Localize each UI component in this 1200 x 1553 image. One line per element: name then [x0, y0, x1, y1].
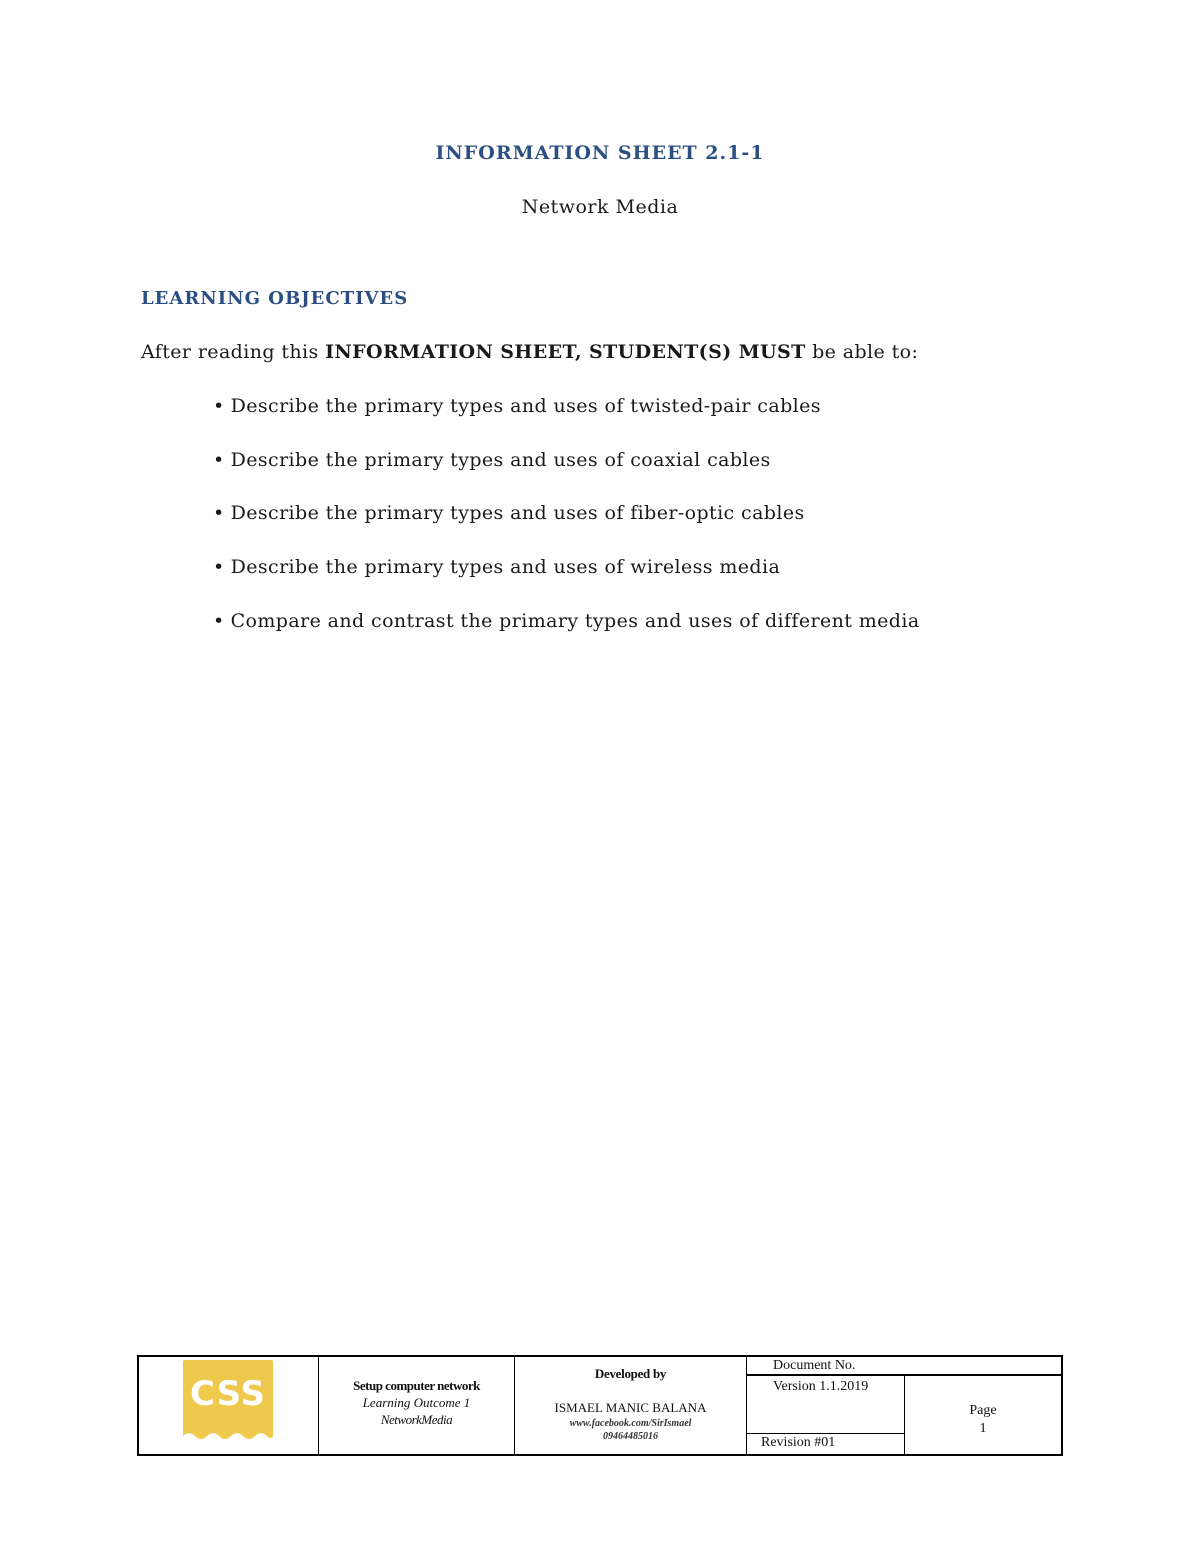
- section-heading: LEARNING OBJECTIVES: [141, 288, 409, 309]
- footer-document-cell: [747, 1357, 1061, 1454]
- developer-website: www.facebook.com/SirIsmael: [569, 1418, 692, 1429]
- list-item: [213, 449, 920, 503]
- list-item: [213, 502, 920, 556]
- bullet-icon: •: [213, 609, 225, 632]
- revision-text: Revision #01: [761, 1435, 836, 1450]
- learning-outcome: Learning Outcome 1: [362, 1395, 471, 1410]
- topic-name: NetworkMedia: [380, 1412, 453, 1427]
- page-title: INFORMATION SHEET 2.1-1: [435, 142, 765, 164]
- objective-text: Describe the primary types and uses of wireless media: [230, 556, 781, 579]
- logo-text: CSS: [189, 1374, 267, 1414]
- footer-table: [137, 1355, 1063, 1456]
- page-label: Page: [969, 1403, 997, 1418]
- bullet-icon: •: [213, 448, 225, 471]
- page-number: 1: [979, 1421, 987, 1436]
- intro-paragraph: [141, 341, 918, 363]
- objectives-list: [213, 395, 920, 663]
- revision-divider: [747, 1433, 905, 1434]
- document-no-row: [747, 1357, 1061, 1376]
- footer-logo-cell: [139, 1357, 319, 1454]
- developer-name: ISMAEL MANIC BALANA: [554, 1400, 707, 1415]
- document-no-label: Document No.: [773, 1358, 856, 1373]
- intro-bold: INFORMATION SHEET, STUDENT(S) MUST: [325, 341, 806, 363]
- intro-suffix: be able to:: [805, 341, 919, 363]
- bullet-icon: •: [213, 556, 225, 579]
- bullet-icon: •: [213, 395, 225, 417]
- page-indicator: [905, 1402, 1061, 1438]
- bullet-icon: •: [213, 502, 225, 525]
- logo-wave-icon: [183, 1428, 273, 1442]
- developed-by-label: Developed by: [594, 1366, 667, 1381]
- objective-text: Describe the primary types and uses of fiber-optic cables: [230, 502, 805, 525]
- list-item: [213, 556, 920, 610]
- version-text: Version 1.1.2019: [773, 1379, 869, 1394]
- footer-course-cell: [319, 1357, 515, 1454]
- footer-developer-cell: [515, 1357, 747, 1454]
- list-item: [213, 395, 920, 449]
- objective-text: Describe the primary types and uses of coaxial cables: [230, 448, 771, 471]
- developer-phone: 09464485016: [603, 1431, 658, 1442]
- list-item: [213, 610, 920, 664]
- objective-text: Compare and contrast the primary types and uses of different media: [230, 609, 920, 632]
- course-title: Setup computer network: [353, 1378, 480, 1393]
- intro-prefix: After reading this: [141, 341, 326, 363]
- css-logo: [183, 1360, 273, 1442]
- page-subtitle: Network Media: [521, 196, 679, 218]
- version-cell: [747, 1376, 905, 1454]
- objective-text: Describe the primary types and uses of twisted-pair cables: [230, 395, 821, 417]
